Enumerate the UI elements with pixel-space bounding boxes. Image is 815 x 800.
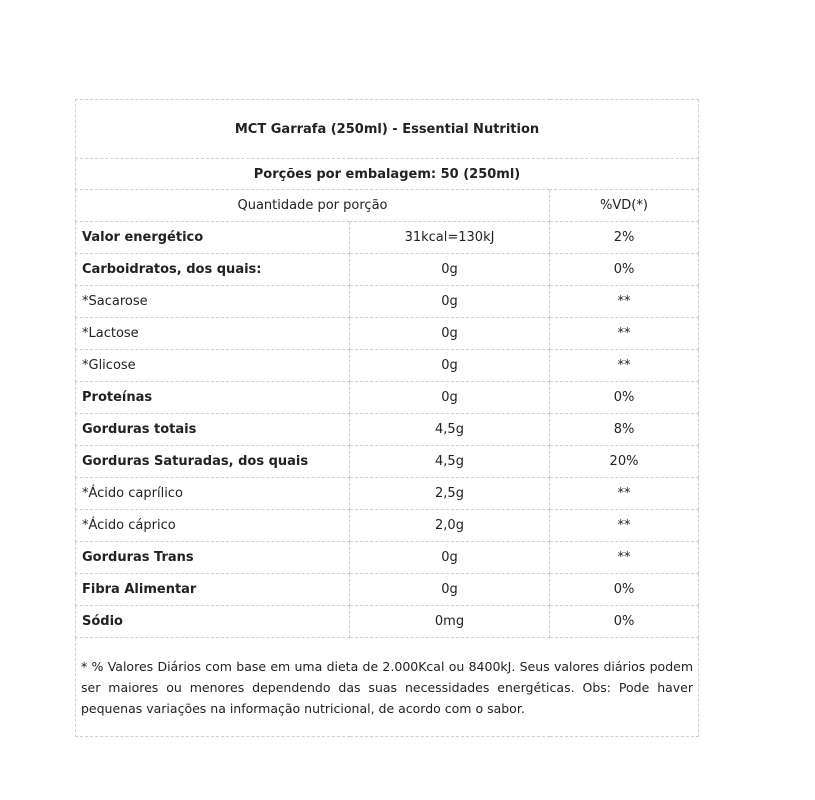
- footnote-text: * % Valores Diários com base em uma dieta de 2.000Kcal ou 8400kJ. Seus valores diários podem ser maiores ou menores dependendo das suas necessidades energéticas. Obs: Pode haver pequenas variações na informação nutricional, de acordo com o sabor.: [76, 638, 699, 737]
- nutrient-quantity: 0g: [350, 574, 550, 606]
- nutrient-name: Proteínas: [76, 382, 350, 414]
- nutrient-vd: **: [550, 350, 699, 382]
- nutrient-vd: **: [550, 542, 699, 574]
- nutrient-name: Valor energético: [76, 222, 350, 254]
- nutrient-name: *Ácido cáprico: [76, 510, 350, 542]
- nutrient-name: Fibra Alimentar: [76, 574, 350, 606]
- table-row: [76, 574, 699, 606]
- nutrient-name: *Lactose: [76, 318, 350, 350]
- title-row: [76, 100, 699, 159]
- nutrient-quantity: 31kcal=130kJ: [350, 222, 550, 254]
- product-title: MCT Garrafa (250ml) - Essential Nutrition: [76, 100, 699, 159]
- nutrient-quantity: 0g: [350, 286, 550, 318]
- nutrient-name: Sódio: [76, 606, 350, 638]
- nutrient-quantity: 0g: [350, 254, 550, 286]
- table-row: [76, 542, 699, 574]
- table-row: [76, 318, 699, 350]
- table-row: [76, 446, 699, 478]
- nutrient-quantity: 0mg: [350, 606, 550, 638]
- table-row: [76, 478, 699, 510]
- nutrient-quantity: 0g: [350, 318, 550, 350]
- footnote-row: [76, 638, 699, 737]
- nutrient-vd: 20%: [550, 446, 699, 478]
- nutrient-vd: 0%: [550, 254, 699, 286]
- nutrient-name: Gorduras Saturadas, dos quais: [76, 446, 350, 478]
- nutrient-quantity: 0g: [350, 382, 550, 414]
- table-row: [76, 414, 699, 446]
- nutrient-vd: 8%: [550, 414, 699, 446]
- portions-per-package: Porções por embalagem: 50 (250ml): [76, 159, 699, 190]
- nutrient-name: Carboidratos, dos quais:: [76, 254, 350, 286]
- nutrient-quantity: 4,5g: [350, 414, 550, 446]
- nutrient-vd: 0%: [550, 574, 699, 606]
- nutrition-table-body: [76, 100, 699, 222]
- nutrient-quantity: 2,5g: [350, 478, 550, 510]
- quantity-header: Quantidade por porção: [76, 190, 550, 222]
- header-row: [76, 190, 699, 222]
- footnote-section: [76, 638, 699, 737]
- vd-header: %VD(*): [550, 190, 699, 222]
- nutrient-vd: 2%: [550, 222, 699, 254]
- nutrient-quantity: 4,5g: [350, 446, 550, 478]
- table-row: [76, 350, 699, 382]
- nutrient-name: *Glicose: [76, 350, 350, 382]
- nutrient-quantity: 2,0g: [350, 510, 550, 542]
- nutrition-table: [75, 99, 699, 737]
- table-row: [76, 286, 699, 318]
- nutrient-name: *Ácido caprílico: [76, 478, 350, 510]
- nutrient-quantity: 0g: [350, 350, 550, 382]
- nutrient-vd: **: [550, 318, 699, 350]
- table-row: [76, 382, 699, 414]
- table-row: [76, 254, 699, 286]
- nutrient-name: *Sacarose: [76, 286, 350, 318]
- portions-row: [76, 159, 699, 190]
- nutrient-vd: **: [550, 286, 699, 318]
- nutrient-name: Gorduras Trans: [76, 542, 350, 574]
- nutrient-vd: **: [550, 510, 699, 542]
- table-row: [76, 222, 699, 254]
- table-row: [76, 606, 699, 638]
- nutrient-vd: **: [550, 478, 699, 510]
- table-row: [76, 510, 699, 542]
- nutrient-vd: 0%: [550, 606, 699, 638]
- nutrient-name: Gorduras totais: [76, 414, 350, 446]
- nutrient-quantity: 0g: [350, 542, 550, 574]
- nutrient-vd: 0%: [550, 382, 699, 414]
- nutrient-rows: [76, 222, 699, 638]
